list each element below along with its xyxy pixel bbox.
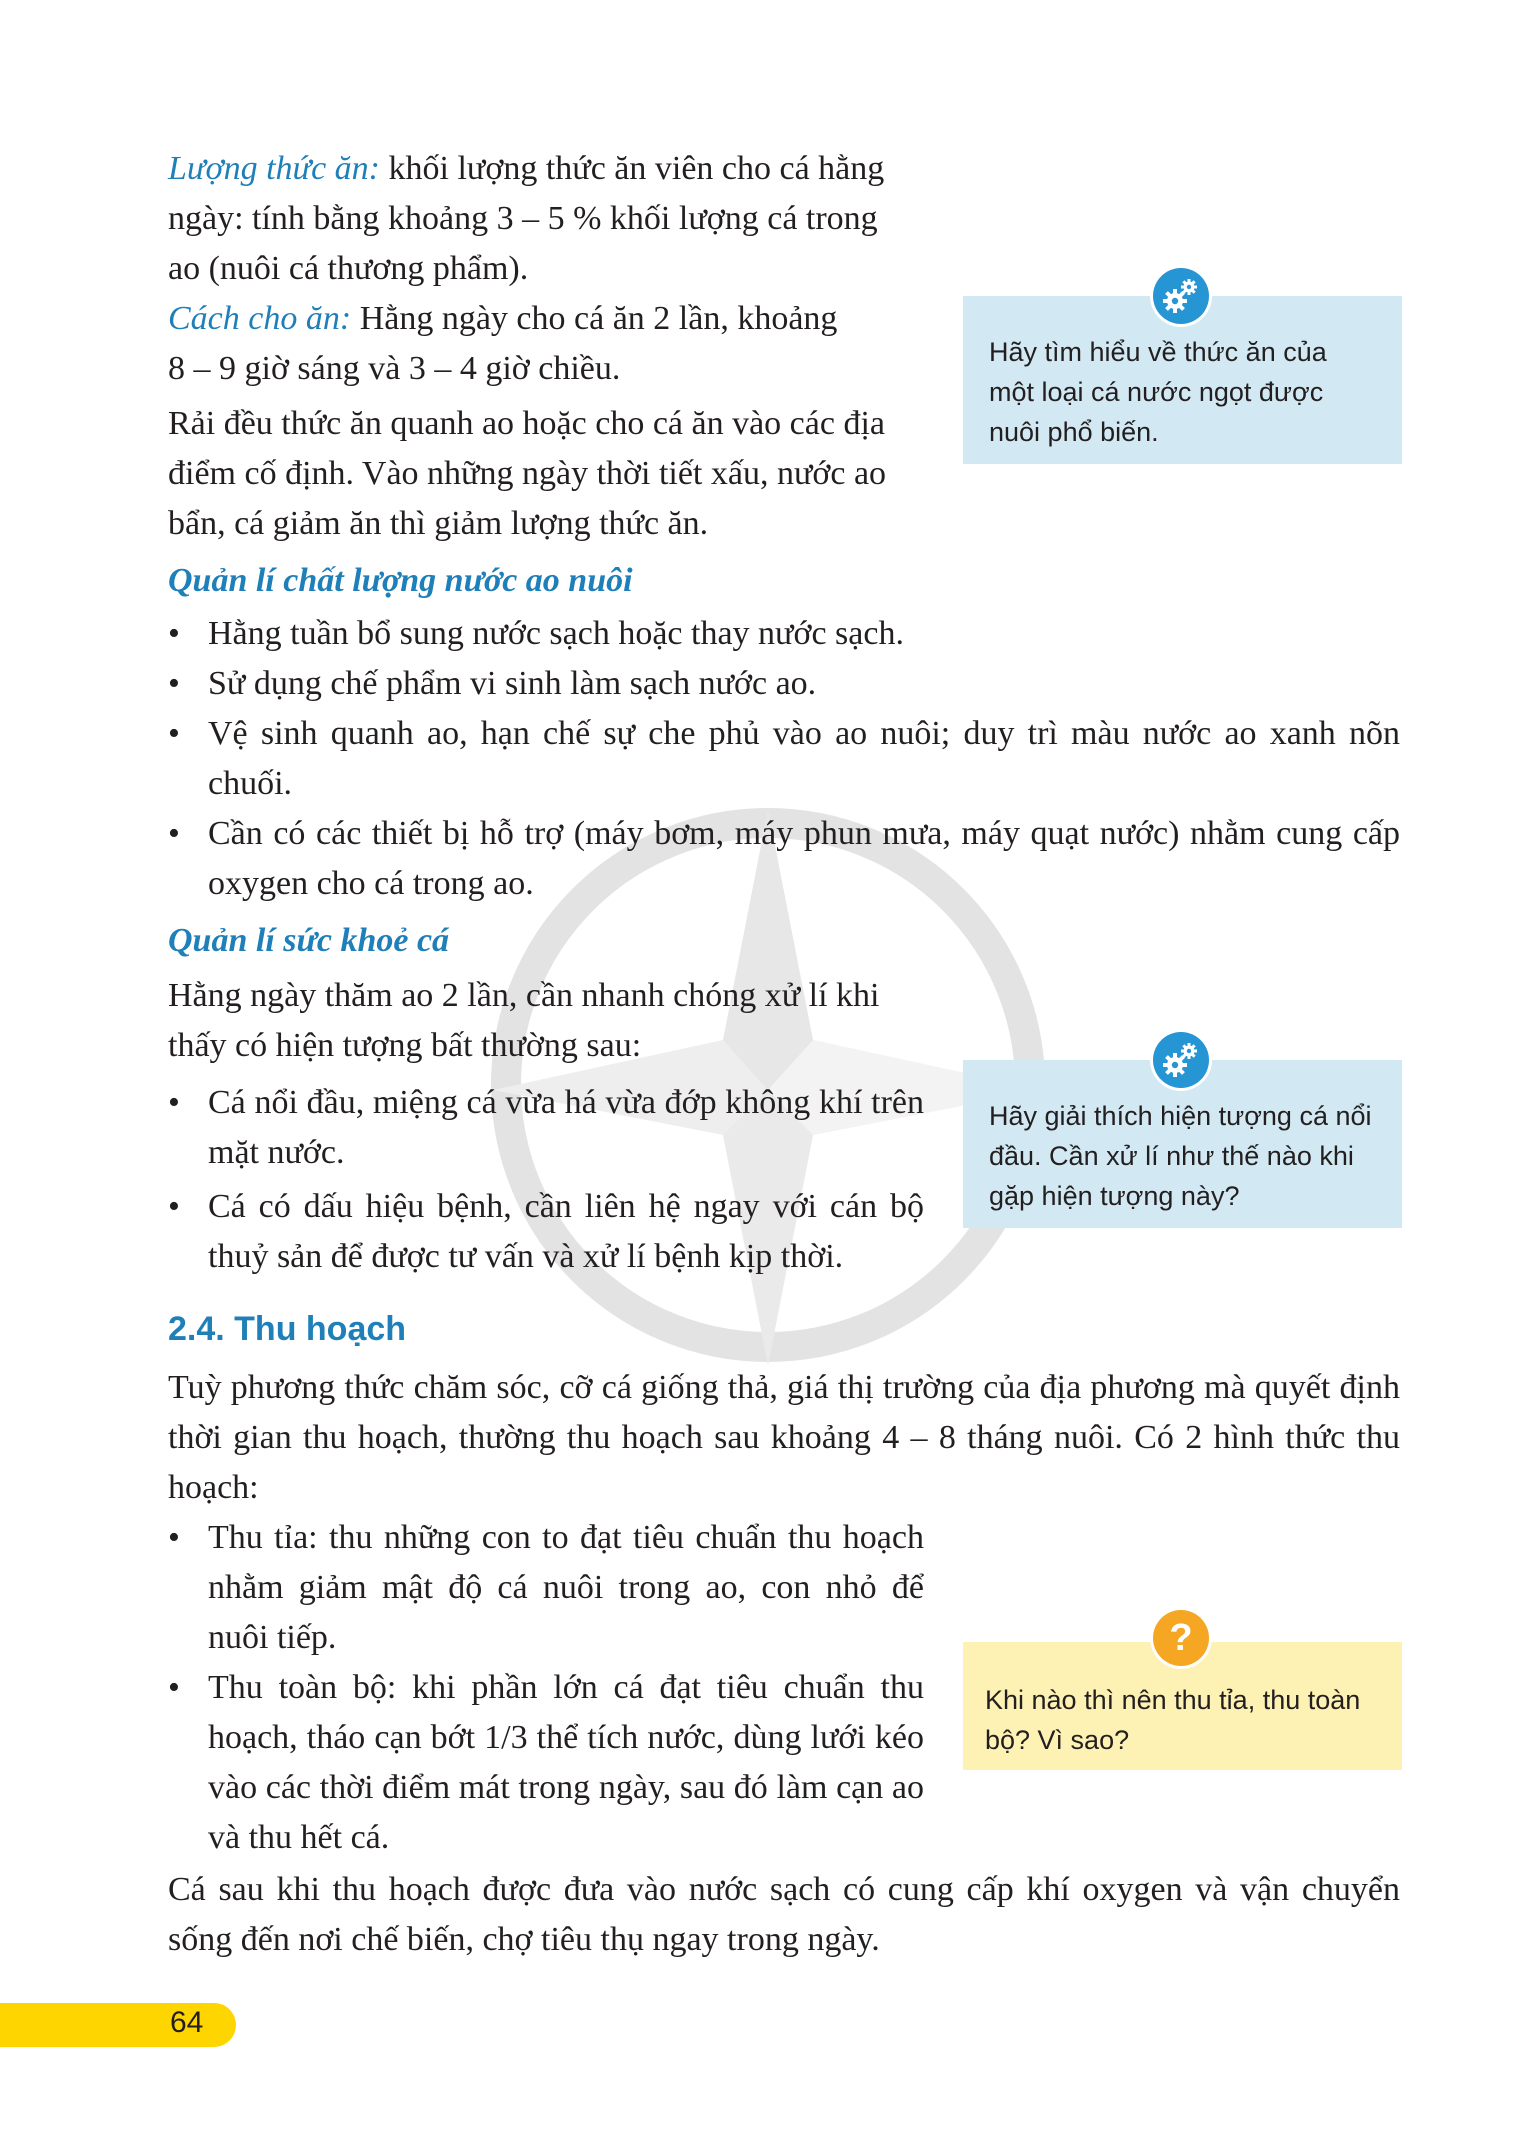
harvest-heading: 2.4. Thu hoạch — [168, 1310, 407, 1348]
feeding-method-label: Cách cho ăn: — [168, 300, 352, 337]
bullet: • — [168, 1519, 180, 1556]
fish-health-intro-line-1: Hằng ngày thăm ao 2 lần, cần nhanh chóng xử lí khi — [168, 977, 880, 1014]
list-item: • Vệ sinh quanh ao, hạn chế sự che phủ vào ao nuôi; duy trì màu nước ao xanh nõn chuối. — [168, 709, 1400, 809]
harvest-list — [168, 1513, 924, 1863]
feeding-spread-line-2: điểm cố định. Vào những ngày thời tiết xấu, nước ao — [168, 455, 887, 492]
feeding-method-line-2: 8 – 9 giờ sáng và 3 – 4 giờ chiều. — [168, 350, 621, 387]
harvest-outro: Cá sau khi thu hoạch được đưa vào nước sạch có cung cấp khí oxygen và vận chuyển sống đến nơi chế biến, chợ tiêu thụ ngay trong ngày. — [168, 1871, 1400, 1958]
feeding-spread-line-3: bẩn, cá giảm ăn thì giảm lượng thức ăn. — [168, 505, 709, 542]
fish-health-list — [168, 1078, 924, 1282]
bullet: • — [168, 615, 180, 652]
bullet: • — [168, 815, 180, 852]
activity-box-2-text: Hãy giải thích hiện tượng cá nổi đầu. Cần xử lí như thế nào khi gặp hiện tượng này? — [989, 1101, 1372, 1211]
water-quality-list — [168, 609, 1400, 909]
activity-box-1-text: Hãy tìm hiểu về thức ăn của một loại cá nước ngọt được nuôi phổ biến. — [989, 337, 1327, 447]
feeding-method-line-1 — [168, 298, 837, 341]
question-box-text: Khi nào thì nên thu tỉa, thu toàn bộ? Vì sao? — [985, 1685, 1361, 1755]
gears-icon — [1153, 1032, 1209, 1088]
bullet: • — [168, 1669, 180, 1706]
feeding-amount-line-3: ao (nuôi cá thương phẩm). — [168, 250, 529, 287]
feeding-amount-label: Lượng thức ăn: — [168, 150, 381, 187]
feeding-method-text: Hằng ngày cho cá ăn 2 lần, khoảng — [351, 300, 838, 337]
feeding-amount-line-1 — [168, 148, 884, 191]
bullet: • — [168, 665, 180, 702]
list-item: • Thu toàn bộ: khi phần lớn cá đạt tiêu chuẩn thu hoạch, tháo cạn bớt 1/3 thể tích nước, dùng lưới kéo vào các thời điểm mát trong ngày, sau đó làm cạn ao và thu hết cá. — [168, 1663, 924, 1863]
feeding-amount-line-2: ngày: tính bằng khoảng 3 – 5 % khối lượng cá trong — [168, 200, 878, 237]
fish-health-intro-line-2: thấy có hiện tượng bất thường sau: — [168, 1027, 642, 1064]
water-quality-heading: Quản lí chất lượng nước ao nuôi — [168, 562, 633, 599]
bullet: • — [168, 715, 180, 752]
list-item: • Hằng tuần bổ sung nước sạch hoặc thay nước sạch. — [168, 609, 1400, 659]
question-icon — [1153, 1610, 1209, 1666]
bullet: • — [168, 1084, 180, 1121]
feeding-amount-text: khối lượng thức ăn viên cho cá hằng — [380, 150, 885, 187]
page-number: 64 — [170, 2006, 204, 2039]
list-item: • Thu tỉa: thu những con to đạt tiêu chuẩn thu hoạch nhằm giảm mật độ cá nuôi trong ao, con nhỏ để nuôi tiếp. — [168, 1513, 924, 1663]
feeding-spread-line-1: Rải đều thức ăn quanh ao hoặc cho cá ăn vào các địa — [168, 405, 885, 442]
list-item: • Sử dụng chế phẩm vi sinh làm sạch nước ao. — [168, 659, 1400, 709]
harvest-intro: Tuỳ phương thức chăm sóc, cỡ cá giống thả, giá thị trường của địa phương mà quyết định thời gian thu hoạch, thường thu hoạch sau khoảng 4 – 8 tháng nuôi. Có 2 hình thức thu hoạch: — [168, 1369, 1400, 1506]
fish-health-heading: Quản lí sức khoẻ cá — [168, 922, 450, 959]
bullet: • — [168, 1188, 180, 1225]
list-item: • Cần có các thiết bị hỗ trợ (máy bơm, máy phun mưa, máy quạt nước) nhằm cung cấp oxygen cho cá trong ao. — [168, 809, 1400, 909]
gears-icon — [1153, 268, 1209, 324]
list-item: • Cá có dấu hiệu bệnh, cần liên hệ ngay với cán bộ thuỷ sản để được tư vấn và xử lí bệnh kịp thời. — [168, 1182, 924, 1282]
question-mark: ? — [1169, 1617, 1193, 1659]
list-item: • Cá nổi đầu, miệng cá vừa há vừa đớp không khí trên mặt nước. — [168, 1078, 924, 1178]
